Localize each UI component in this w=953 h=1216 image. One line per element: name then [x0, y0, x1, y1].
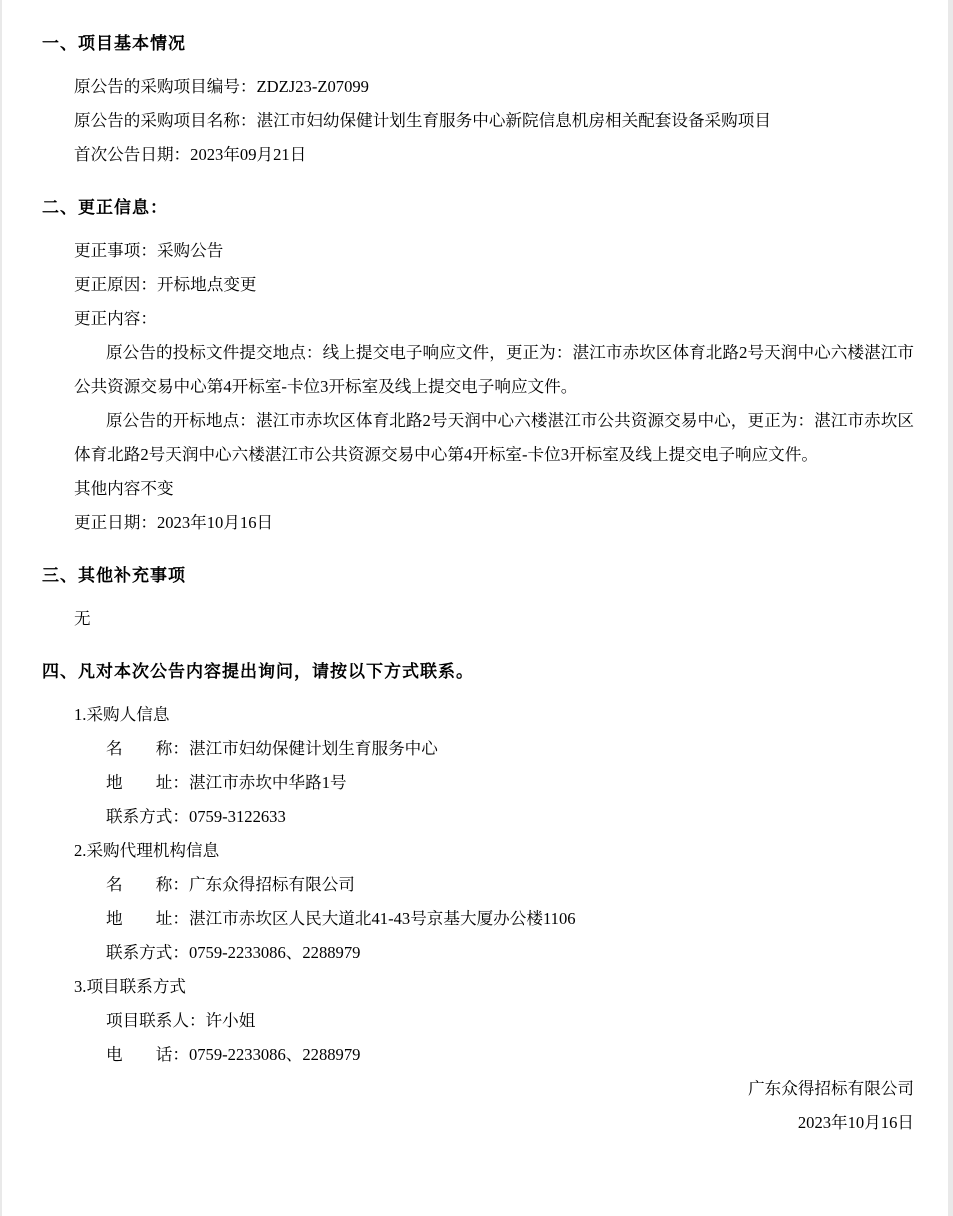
project-contact-person-line: 项目联系人：许小姐	[106, 1011, 256, 1030]
agency-address-line: 地 址：湛江市赤坎区人民大道北41-43号京基大厦办公楼1106	[106, 909, 576, 928]
agency-title: 2.采购代理机构信息	[74, 841, 220, 860]
project-number-line: 原公告的采购项目编号：ZDZJ23-Z07099	[74, 77, 369, 96]
section-3-heading: 三、其他补充事项	[42, 566, 186, 585]
announcement-document	[2, 0, 948, 1216]
signature-block	[42, 1072, 914, 1140]
signature-company: 广东众得招标有限公司	[748, 1079, 914, 1098]
signature-date: 2023年10月16日	[797, 1113, 914, 1132]
purchaser-name-line: 名 称：湛江市妇幼保健计划生育服务中心	[106, 739, 438, 758]
correction-date-line: 更正日期：2023年10月16日	[74, 513, 274, 532]
project-contact-phone-line: 电 话：0759-2233086、2288979	[106, 1045, 361, 1064]
correction-item-line: 更正事项：采购公告	[74, 241, 224, 260]
first-announcement-date-line: 首次公告日期：2023年09月21日	[74, 145, 307, 164]
section-2-heading: 二、更正信息：	[42, 198, 168, 217]
project-name-line: 原公告的采购项目名称：湛江市妇幼保健计划生育服务中心新院信息机房相关配套设备采购项目	[74, 111, 771, 130]
section-1-heading: 一、项目基本情况	[42, 34, 186, 53]
section-4-heading: 四、凡对本次公告内容提出询问，请按以下方式联系。	[42, 662, 474, 681]
correction-content-label: 更正内容：	[74, 309, 157, 328]
bid-opening-location-paragraph: 原公告的开标地点：湛江市赤坎区体育北路2号天润中心六楼湛江市公共资源交易中心，更正为：湛江市赤坎区体育北路2号天润中心六楼湛江市公共资源交易中心第4开标室-卡位3开标室及线上提交电子响应文件。	[74, 411, 914, 464]
agency-contact-line: 联系方式：0759-2233086、2288979	[106, 943, 361, 962]
correction-reason-line: 更正原因：开标地点变更	[74, 275, 257, 294]
purchaser-address-line: 地 址：湛江市赤坎中华路1号	[106, 773, 347, 792]
purchaser-contact-line: 联系方式：0759-3122633	[106, 807, 286, 826]
project-contact-title: 3.项目联系方式	[74, 977, 187, 996]
supplementary-content-line: 无	[74, 609, 91, 628]
section-basic-info	[42, 26, 914, 172]
purchaser-title: 1.采购人信息	[74, 705, 170, 724]
submission-location-paragraph: 原公告的投标文件提交地点：线上提交电子响应文件，更正为：湛江市赤坎区体育北路2号天润中心六楼湛江市公共资源交易中心第4开标室-卡位3开标室及线上提交电子响应文件。	[74, 343, 914, 396]
other-content-line: 其他内容不变	[74, 479, 174, 498]
section-supplementary	[42, 558, 914, 636]
section-contact	[42, 654, 914, 1072]
agency-name-line: 名 称：广东众得招标有限公司	[106, 875, 355, 894]
section-correction-info	[42, 190, 914, 540]
